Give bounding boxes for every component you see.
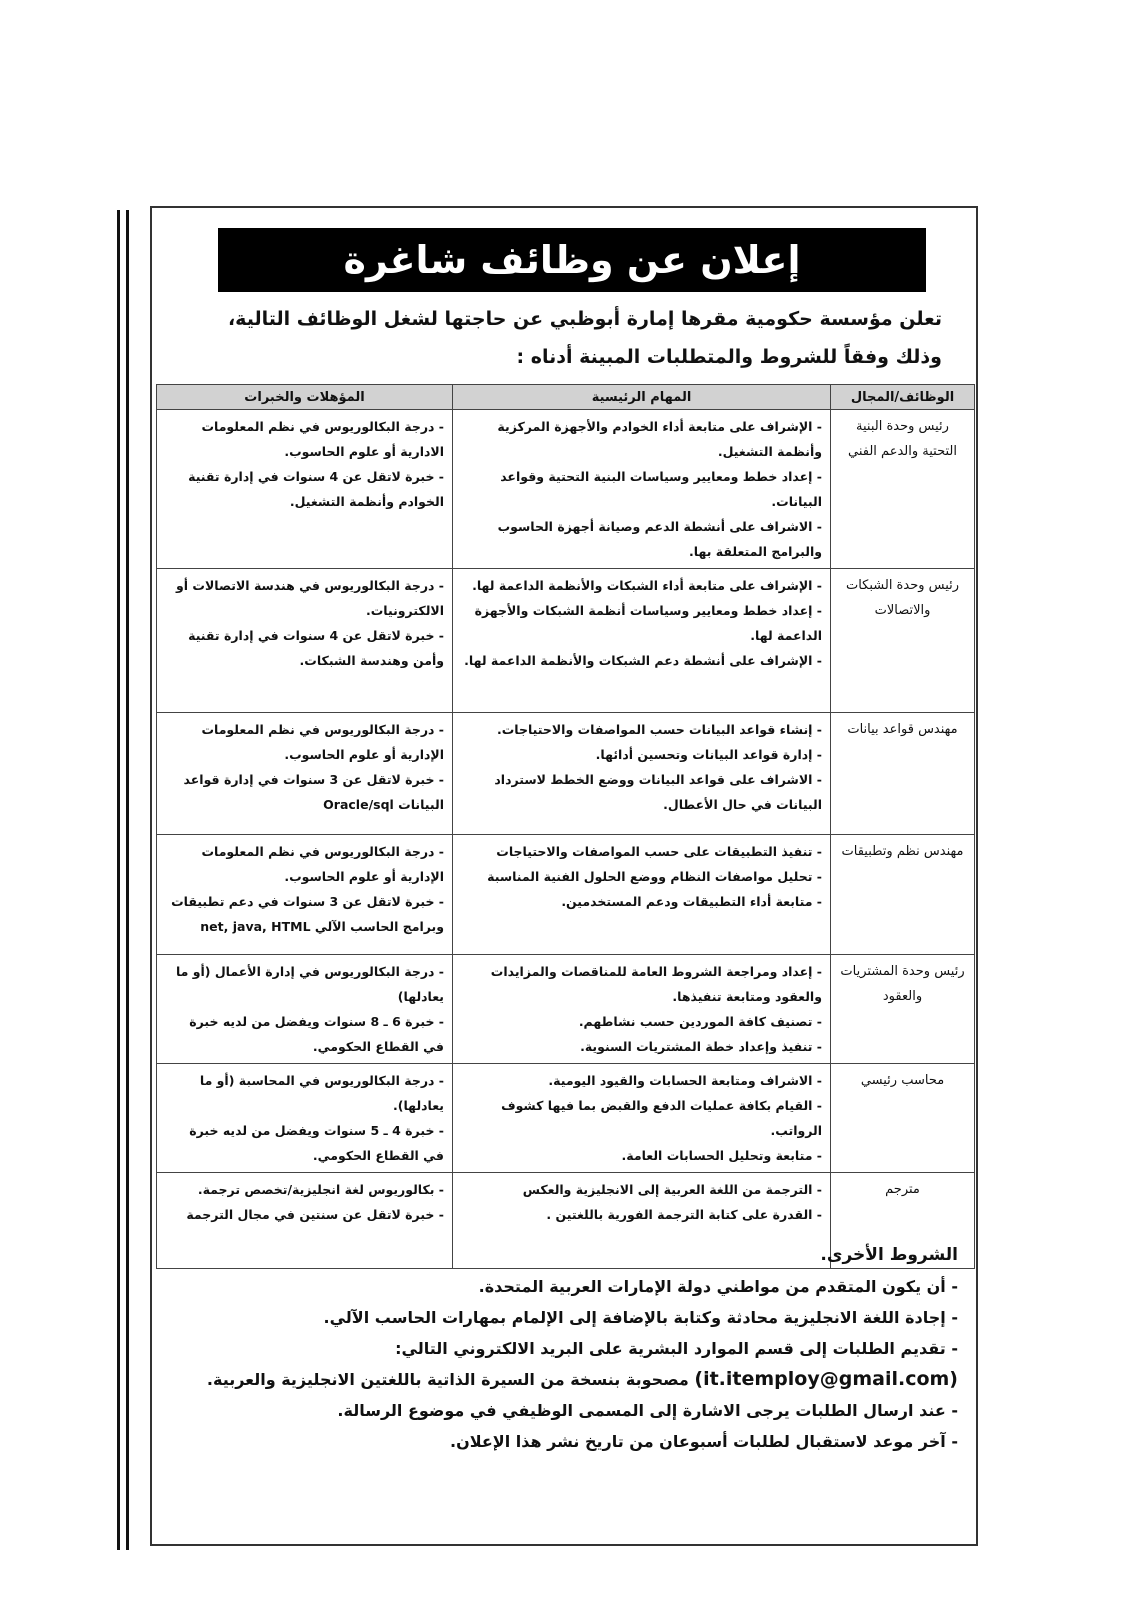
list-item: - خبرة 4 ـ 5 سنوات ويفضل من لديه خبرة في القطاع الحكومي. [165, 1118, 444, 1168]
page-title: إعلان عن وظائف شاغرة [218, 228, 926, 292]
condition-item [168, 1395, 958, 1426]
list-item: - خبرة 6 ـ 8 سنوات ويفضل من لديه خبرة في القطاع الحكومي. [165, 1009, 444, 1059]
list-item: - متابعة أداء التطبيقات ودعم المستخدمين. [461, 889, 822, 914]
job-tasks [453, 569, 831, 713]
condition-text: عند ارسال الطلبات يرجى الاشارة إلى المسمى الوظيفي في موضوع الرسالة. [337, 1401, 946, 1420]
list-item: - درجة البكالوريوس في المحاسبة (أو ما يعادلها). [165, 1068, 444, 1118]
list-item: - القدرة على كتابة الترجمة الفورية باللغتين . [461, 1202, 822, 1227]
job-tasks [453, 835, 831, 955]
header-qualifications: المؤهلات والخبرات [157, 385, 453, 410]
announcement-frame [150, 206, 978, 1546]
list-item: - درجة البكالوريوس في نظم المعلومات الإدارية أو علوم الحاسوب. [165, 717, 444, 767]
list-item: - بكالوريوس لغة انجليزية/تخصص ترجمة. [165, 1177, 444, 1202]
list-item: - إدارة قواعد البيانات وتحسين أدائها. [461, 742, 822, 767]
list-item: - تحليل مواصفات النظام ووضع الحلول الفنية المناسبة [461, 864, 822, 889]
list-item: - الاشراف على قواعد البيانات ووضع الخطط لاسترداد البيانات في حال الأعطال. [461, 767, 822, 817]
list-item: - متابعة وتحليل الحسابات العامة. [461, 1143, 822, 1168]
table-row [157, 955, 975, 1064]
left-border-line [126, 210, 129, 1550]
condition-text: إجادة اللغة الانجليزية محادثة وكتابة بالإضافة إلى الإلمام بمهارات الحاسب الآلي. [323, 1308, 946, 1327]
list-item: - الإشراف على أنشطة دعم الشبكات والأنظمة الداعمة لها. [461, 648, 822, 673]
job-tasks [453, 410, 831, 569]
table-row [157, 1064, 975, 1173]
condition-text: مصحوبة بنسخة من السيرة الذاتية باللغتين الانجليزية والعربية. [206, 1370, 689, 1389]
job-title: مهندس قواعد بيانات [831, 713, 975, 835]
list-item: - تصنيف كافة الموردين حسب نشاطهم. [461, 1009, 822, 1034]
condition-item [168, 1426, 958, 1457]
job-title: رئيس وحدة المشتريات والعقود [831, 955, 975, 1064]
list-item: - درجة البكالوريوس في هندسة الاتصالات أو الالكترونيات. [165, 573, 444, 623]
condition-item [168, 1333, 958, 1395]
job-qualifications [157, 1064, 453, 1173]
header-job: الوظائف/المجال [831, 385, 975, 410]
table-row [157, 713, 975, 835]
other-conditions-title: الشروط الأخرى. [820, 1245, 958, 1265]
list-item: - درجة البكالوريوس في إدارة الأعمال (أو ما يعادلها) [165, 959, 444, 1009]
table-row [157, 410, 975, 569]
job-title: رئيس وحدة البنية التحتية والدعم الفني [831, 410, 975, 569]
job-tasks [453, 1064, 831, 1173]
list-item: - الإشراف على متابعة أداء الشبكات والأنظمة الداعمة لها. [461, 573, 822, 598]
header-tasks: المهام الرئيسية [453, 385, 831, 410]
job-qualifications [157, 955, 453, 1064]
job-title: محاسب رئيسي [831, 1064, 975, 1173]
list-item: - القيام بكافة عمليات الدفع والقبض بما فيها كشوف الرواتب. [461, 1093, 822, 1143]
table-row [157, 835, 975, 955]
intro-paragraph: تعلن مؤسسة حكومية مقرها إمارة أبوظبي عن حاجتها لشغل الوظائف التالية، وذلك وفقاً للشروط والمتطلبات المبينة أدناه : [227, 308, 942, 368]
condition-text: أن يكون المتقدم من مواطني دولة الإمارات العربية المتحدة. [478, 1277, 946, 1296]
table-row [157, 569, 975, 713]
list-item: - خبرة لاتقل عن 4 سنوات في إدارة تقنية وأمن وهندسة الشبكات. [165, 623, 444, 673]
jobs-table [156, 384, 975, 1269]
table-header-row [157, 385, 975, 410]
list-item: - تنفيذ التطبيقات على حسب المواصفات والاحتياجات [461, 839, 822, 864]
job-qualifications [157, 569, 453, 713]
job-title: رئيس وحدة الشبكات والاتصالات [831, 569, 975, 713]
list-item: - الإشراف على متابعة أداء الخوادم والأجهزة المركزية وأنظمة التشغيل. [461, 414, 822, 464]
job-qualifications [157, 410, 453, 569]
email-link[interactable]: (it.itemploy@gmail.com) [694, 1368, 958, 1390]
list-item: - الاشراف ومتابعة الحسابات والقيود اليومية. [461, 1068, 822, 1093]
list-item: - درجة البكالوريوس في نظم المعلومات الإدارية أو علوم الحاسوب. [165, 839, 444, 889]
list-item: - إنشاء قواعد البيانات حسب المواصفات والاحتياجات. [461, 717, 822, 742]
job-tasks [453, 955, 831, 1064]
other-conditions [168, 1240, 958, 1457]
list-item: - تنفيذ وإعداد خطة المشتريات السنوية. [461, 1034, 822, 1059]
job-title: مترجم [831, 1173, 975, 1269]
list-item: - خبرة لاتقل عن 4 سنوات في إدارة تقنية الخوادم وأنظمة التشغيل. [165, 464, 444, 514]
job-title: مهندس نظم وتطبيقات [831, 835, 975, 955]
condition-text: تقديم الطلبات إلى قسم الموارد البشرية على البريد الالكتروني التالي: [395, 1339, 946, 1358]
list-item: - خبرة لاتقل عن 3 سنوات في دعم تطبيقات وبرامج الحاسب الآلي net, java, HTML [165, 889, 444, 939]
list-item: - الترجمة من اللغة العربية إلى الانجليزية والعكس [461, 1177, 822, 1202]
list-item: - إعداد خطط ومعايير وسياسات البنية التحتية وقواعد البيانات. [461, 464, 822, 514]
job-tasks [453, 713, 831, 835]
left-border-line [117, 210, 120, 1550]
job-qualifications [157, 835, 453, 955]
condition-text: آخر موعد لاستقبال لطلبات أسبوعان من تاريخ نشر هذا الإعلان. [449, 1432, 946, 1451]
list-item: - إعداد ومراجعة الشروط العامة للمناقصات والمزايدات والعقود ومتابعة تنفيذها. [461, 959, 822, 1009]
condition-item [168, 1271, 958, 1302]
list-item: - خبرة لاتقل عن سنتين في مجال الترجمة [165, 1202, 444, 1227]
condition-item [168, 1302, 958, 1333]
list-item: - إعداد خطط ومعايير وسياسات أنظمة الشبكات والأجهزة الداعمة لها. [461, 598, 822, 648]
list-item: - الاشراف على أنشطة الدعم وصيانة أجهزة الحاسوب والبرامج المتعلقة بها. [461, 514, 822, 564]
job-qualifications [157, 713, 453, 835]
list-item: - درجة البكالوريوس في نظم المعلومات الادارية أو علوم الحاسوب. [165, 414, 444, 464]
list-item: - خبرة لاتقل عن 3 سنوات في إدارة قواعد البيانات Oracle/sql [165, 767, 444, 817]
